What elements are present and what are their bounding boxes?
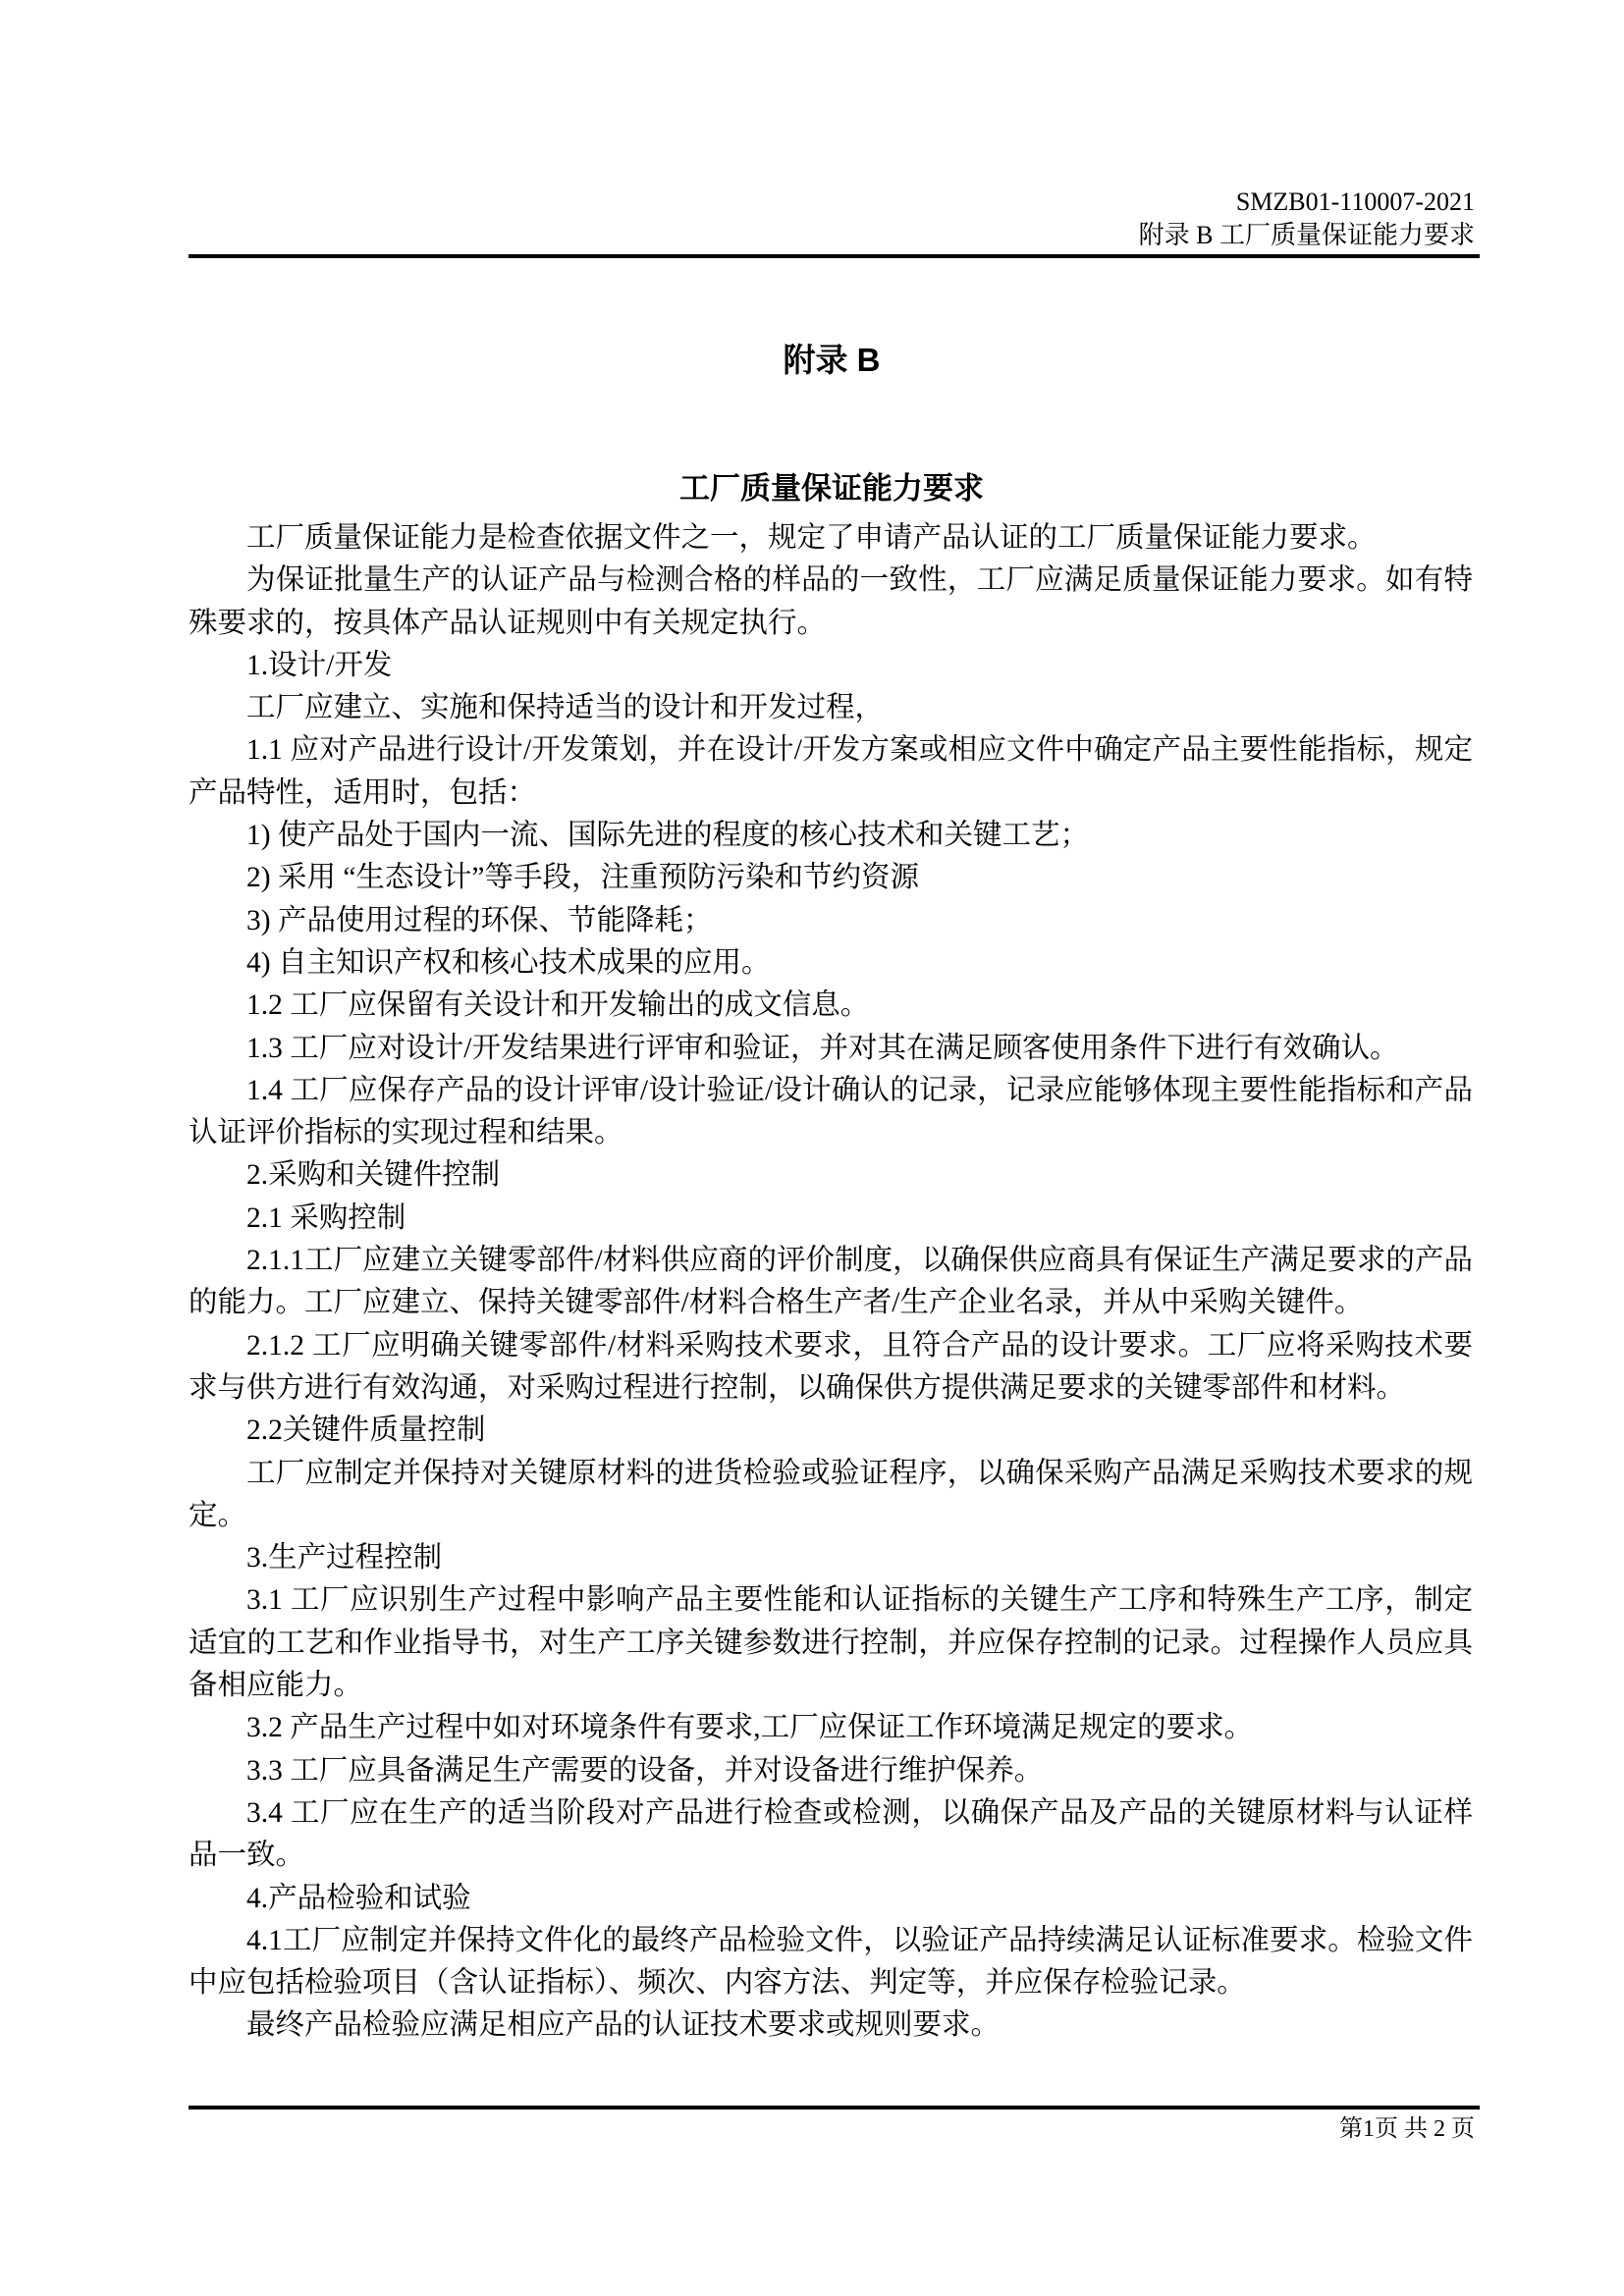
paragraph: 1.1 应对产品进行设计/开发策划，并在设计/开发方案或相应文件中确定产品主要性能指标，规定产品特性，适用时，包括： (189, 734, 1473, 809)
header-divider (189, 254, 1480, 258)
section-title: 工厂质量保证能力要求 (679, 471, 984, 506)
paragraph: 1.4 工厂应保存产品的设计评审/设计验证/设计确认的记录，记录应能够体现主要性能指标和产品认证评价指标的实现过程和结果。 (189, 1074, 1473, 1149)
header-doc-subtitle: 附录 B 工厂质量保证能力要求 (1138, 221, 1475, 249)
appendix-title: 附录 B (783, 342, 881, 378)
list-item: 4) 自主知识产权和核心技术成果的应用。 (246, 946, 771, 979)
paragraph: 4.产品检验和试验 (246, 1882, 471, 1914)
paragraph: 3.3 工厂应具备满足生产需要的设备，并对设备进行维护保养。 (246, 1754, 1044, 1787)
list-item: 2) 采用 “生态设计”等手段，注重预防污染和节约资源 (246, 862, 920, 894)
page-header (189, 186, 1475, 252)
paragraph: 1.设计/开发 (246, 649, 393, 681)
paragraph: 2.采购和关键件控制 (246, 1159, 501, 1192)
paragraph: 4.1工厂应制定并保持文件化的最终产品检验文件，以验证产品持续满足认证标准要求。检验文件中应包括检验项目（含认证指标）、频次、内容方法、判定等，并应保存检验记录。 (189, 1924, 1473, 2000)
paragraph: 3.1 工厂应识别生产过程中影响产品主要性能和认证指标的关键生产工序和特殊生产工序，制定适宜的工艺和作业指导书，对生产工序关键参数进行控制，并应保存控制的记录。过程操作人员应具备相应能力。 (189, 1584, 1473, 1702)
paragraph: 1.3 工厂应对设计/开发结果进行评审和验证，并对其在满足顾客使用条件下进行有效确认。 (246, 1032, 1399, 1064)
document-body (189, 517, 1473, 2048)
paragraph: 1.2 工厂应保留有关设计和开发输出的成文信息。 (246, 989, 870, 1022)
list-item: 3) 产品使用过程的环保、节能降耗； (246, 904, 713, 936)
paragraph: 3.4 工厂应在生产的适当阶段对产品进行检查或检测，以确保产品及产品的关键原材料与认证样品一致。 (189, 1796, 1473, 1872)
page-footer (189, 2113, 1475, 2145)
paragraph: 2.1.1工厂应建立关键零部件/材料供应商的评价制度，以确保供应商具有保证生产满足要求的产品的能力。工厂应建立、保持关键零部件/材料合格生产者/生产企业名录，并从中采购关键件。 (189, 1245, 1473, 1319)
page-number: 第1页 共 2 页 (1339, 2116, 1475, 2142)
paragraph: 为保证批量生产的认证产品与检测合格的样品的一致性，工厂应满足质量保证能力要求。如有特殊要求的，按具体产品认证规则中有关规定执行。 (189, 564, 1473, 639)
paragraph: 工厂应建立、实施和保持适当的设计和开发过程， (246, 692, 885, 724)
paragraph: 最终产品检验应满足相应产品的认证技术要求或规则要求。 (246, 2009, 1001, 2042)
paragraph: 2.1.2 工厂应明确关键零部件/材料采购技术要求，且符合产品的设计要求。工厂应将采购技术要求与供方进行有效沟通，对采购过程进行控制，以确保供方提供满足要求的关键零部件和材料。 (189, 1329, 1473, 1404)
paragraph: 2.1 采购控制 (246, 1201, 406, 1234)
paragraph: 2.2关键件质量控制 (246, 1415, 486, 1447)
header-doc-number: SMZB01-110007-2021 (1235, 187, 1475, 216)
paragraph: 3.2 产品生产过程中如对环境条件有要求,工厂应保证工作环境满足规定的要求。 (246, 1712, 1254, 1744)
paragraph: 工厂质量保证能力是检查依据文件之一，规定了申请产品认证的工厂质量保证能力要求。 (246, 522, 1377, 554)
list-item: 1) 使产品处于国内一流、国际先进的程度的核心技术和关键工艺； (246, 820, 1089, 852)
paragraph: 工厂应制定并保持对关键原材料的进货检验或验证程序，以确保采购产品满足采购技术要求的规定。 (189, 1457, 1473, 1531)
paragraph: 3.生产过程控制 (246, 1542, 443, 1575)
footer-divider (189, 2106, 1480, 2109)
